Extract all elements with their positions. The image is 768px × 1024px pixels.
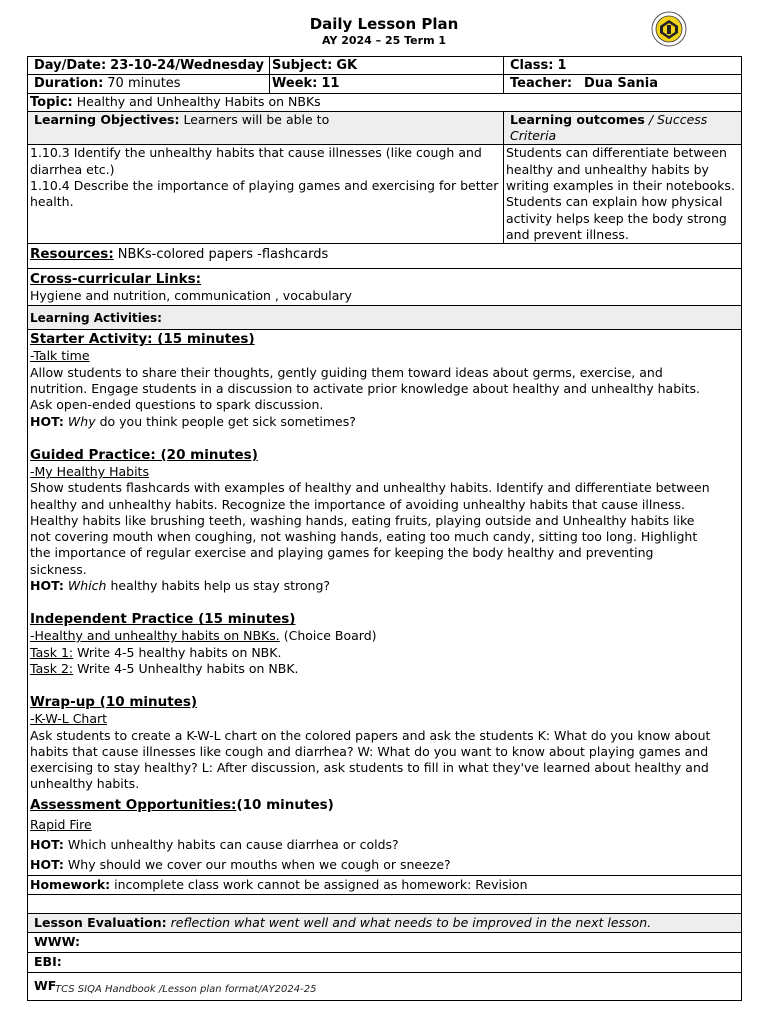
assessment-subtitle: Rapid Fire	[30, 816, 92, 832]
cross-curricular-cell	[28, 269, 742, 306]
task-2-label: Task 2:	[30, 660, 74, 676]
page-footer: TCS SIQA Handbook /Lesson plan format/AY2024-25	[55, 984, 317, 995]
objectives-label: Learning Objectives:	[34, 111, 180, 127]
school-crest-icon	[651, 11, 687, 47]
independent-subtitle: -Healthy and unhealthy habits on NBKs.	[30, 628, 280, 644]
evaluation-label: Lesson Evaluation:	[34, 914, 167, 930]
guided-subtitle: -My Healthy Habits	[30, 463, 149, 479]
starter-activity	[30, 330, 711, 429]
hot-text: Which unhealthy habits can cause diarrhea or colds?	[67, 836, 399, 852]
starter-hot	[30, 414, 711, 430]
day-date-cell	[28, 57, 270, 75]
topic-row	[28, 93, 742, 111]
wrap-up	[30, 693, 711, 792]
outcomes-header	[504, 111, 742, 145]
academic-year: AY 2024 – 25 Term 1	[321, 34, 447, 47]
www-cell	[28, 932, 742, 952]
hot-label: HOT:	[30, 836, 64, 852]
week-value: 11	[321, 76, 340, 92]
week-cell	[270, 75, 504, 93]
resources-value: NBKs-colored papers -flashcards	[117, 247, 329, 263]
evaluation-row	[28, 913, 742, 932]
homework-row	[28, 875, 742, 894]
cross-curricular-value: Hygiene and nutrition, communication , vocabulary	[30, 288, 352, 304]
task-2-text: Write 4-5 Unhealthy habits on NBK.	[77, 660, 299, 676]
assessment	[30, 795, 711, 875]
duration-label: Duration:	[34, 76, 104, 92]
evaluation-value: reflection what went well and what needs to be improved in the next lesson.	[170, 914, 652, 930]
class-value: 1	[557, 58, 567, 73]
guided-practice	[30, 446, 711, 594]
hot-label: HOT:	[30, 413, 64, 429]
teacher-label: Teacher:	[510, 76, 573, 92]
hot-italic: Which	[67, 578, 107, 594]
outcomes-label: Learning outcomes	[510, 111, 645, 127]
homework-value: incomplete class work cannot be assigned as homework: Revision	[114, 876, 528, 892]
guided-body: Show students flashcards with examples of healthy and unhealthy habits. Identify and differentiate between healthy and unhealthy habits. Recognize the importance of avoiding unhealthy habits that cause illness. Healthy habits like brushing teeth, washing hands, eating fruits, playing outside and Unhealthy habits like not covering mouth when coughing, not washing hands, eating too much candy, sitting too long. Highlight the importance of regular exercise and playing games for keeping the body healthy and preventing sickness.	[30, 480, 710, 577]
hot-text: Why should we cover our mouths when we cough or sneeze?	[67, 856, 451, 872]
topic-value: Healthy and Unhealthy Habits on NBKs	[76, 93, 321, 109]
starter-title: Starter Activity: (15 minutes)	[30, 331, 255, 348]
assessment-duration: (10 minutes)	[236, 796, 334, 813]
guided-hot	[30, 578, 711, 594]
page-title: Daily Lesson Plan	[309, 15, 459, 33]
learning-activities-label: Learning Activities:	[30, 310, 162, 325]
ebi-cell	[28, 952, 742, 972]
www-label: WWW:	[34, 934, 80, 950]
info-row-1	[28, 57, 742, 75]
lesson-plan-table	[27, 56, 742, 1001]
hot-text: healthy habits help us stay strong?	[110, 578, 331, 594]
hot-label: HOT:	[30, 856, 64, 872]
activities-body	[28, 330, 742, 875]
evaluation-cell	[28, 913, 742, 932]
assessment-title-line	[30, 795, 711, 815]
wrapup-title: Wrap-up (10 minutes)	[30, 694, 198, 711]
wf-label: WF	[34, 978, 57, 994]
resources-label: Resources:	[30, 246, 114, 263]
task-1	[30, 645, 711, 661]
day-date-label: Day/Date:	[34, 58, 107, 73]
cross-curricular-label: Cross-curricular Links:	[30, 271, 202, 288]
assessment-hot-1	[30, 835, 711, 855]
subject-label: Subject:	[272, 58, 333, 73]
day-date-value: 23-10-24/Wednesday	[110, 58, 264, 73]
hot-text: do you think people get sick sometimes?	[99, 413, 356, 429]
ebi-row	[28, 952, 742, 972]
learning-activities-header	[28, 306, 742, 330]
cross-curricular-row	[28, 269, 742, 306]
objectives-header-row	[28, 111, 742, 145]
duration-cell	[28, 75, 270, 93]
homework-cell	[28, 875, 742, 894]
independent-subtitle-line	[30, 628, 711, 644]
week-label: Week:	[272, 76, 318, 92]
subject-cell	[270, 57, 504, 75]
teacher-cell	[504, 75, 742, 93]
ebi-label: EBI:	[34, 954, 62, 970]
class-label: Class:	[510, 58, 554, 73]
info-row-2	[28, 75, 742, 93]
task-2	[30, 661, 711, 677]
objective-item: 1.10.4 Describe the importance of playing games and exercising for better health.	[30, 178, 499, 210]
resources-row	[28, 244, 742, 269]
spacer-row	[28, 894, 742, 913]
starter-body: Allow students to share their thoughts, gently guiding them toward ideas about germs, exercise, and nutrition. Engage students in a discussion to activate prior knowledge about healthy and unhealthy habits. Ask open-ended questions to spark discussion.	[30, 364, 701, 413]
www-row	[28, 932, 742, 952]
objectives-body	[28, 145, 504, 244]
objectives-row	[28, 145, 742, 244]
wrapup-subtitle: -K-W-L Chart	[30, 711, 108, 727]
assessment-hot-2	[30, 855, 711, 875]
duration-value: 70 minutes	[107, 76, 181, 92]
assessment-title: Assessment Opportunities:	[30, 796, 237, 813]
outcomes-body	[504, 145, 742, 244]
spacer-cell	[28, 894, 742, 913]
independent-subtitle-extra: (Choice Board)	[283, 628, 377, 644]
task-1-text: Write 4-5 healthy habits on NBK.	[77, 644, 282, 660]
activities-row	[28, 330, 742, 875]
independent-title: Independent Practice (15 minutes)	[30, 611, 296, 628]
learning-activities-header-row	[28, 306, 742, 330]
subject-value: GK	[336, 58, 358, 73]
independent-practice	[30, 610, 711, 677]
teacher-value: Dua Sania	[584, 76, 659, 92]
starter-subtitle: -Talk time	[30, 348, 90, 364]
homework-label: Homework:	[30, 876, 111, 892]
class-cell	[504, 57, 742, 75]
guided-title: Guided Practice: (20 minutes)	[30, 446, 258, 463]
objective-item: 1.10.3 Identify the unhealthy habits that cause illnesses (like cough and diarrhea etc.)	[30, 145, 482, 177]
hot-italic: Why	[67, 413, 96, 429]
wrapup-body: Ask students to create a K-W-L chart on the colored papers and ask the students K: What do you know about habits that cause illnesses like cough and diarrhea? W: What do you want to know about playing games and exercising to stay healthy? L: After discussion, ask students to fill in what they've learned about healthy and unhealthy habits.	[30, 727, 711, 792]
task-1-label: Task 1:	[30, 644, 74, 660]
hot-label: HOT:	[30, 578, 64, 594]
outcomes-criteria: / Success Criteria	[510, 111, 708, 144]
resources-cell	[28, 244, 742, 269]
objectives-intro: Learners will be able to	[183, 111, 330, 127]
topic-cell	[28, 93, 742, 111]
outcomes-text: Students can differentiate between healthy and unhealthy habits by writing examples in their notebooks. Students can explain how physical activity helps keep the body strong and prevent illness.	[506, 145, 735, 242]
objectives-header	[28, 111, 504, 145]
topic-label: Topic:	[30, 94, 73, 110]
